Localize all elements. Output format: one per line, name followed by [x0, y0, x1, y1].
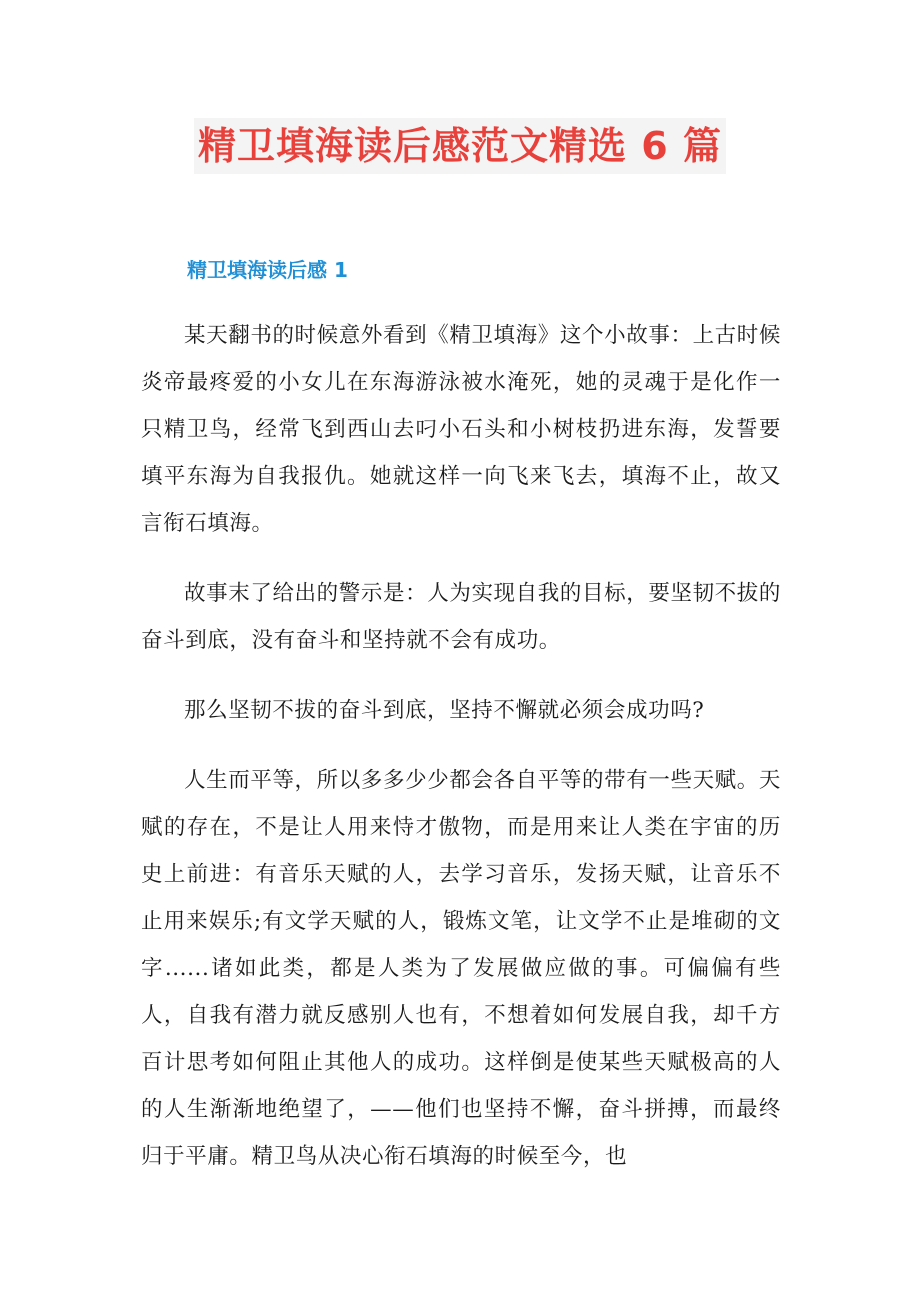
title-wrapper: [0, 118, 920, 174]
paragraph-2: 故事末了给出的警示是：人为实现自我的目标，要坚韧不拔的奋斗到底，没有奋斗和坚持就不会有成功。: [141, 581, 781, 653]
paragraph-4: 人生而平等，所以多多少少都会各自平等的带有一些天赋。天赋的存在，不是让人用来恃才傲物，而是用来让人类在宇宙的历史上前进：有音乐天赋的人，去学习音乐，发扬天赋，让音乐不止用来娱乐;有文学天赋的人，锻炼文笔，让文学不止是堆砌的文字......诸如此类，都是人类为了发展做应做的事。可偏偏有些人，自我有潜力就反感别人也有，不想着如何发展自我，却千方百计思考如何阻止其他人的成功。这样倒是使某些天赋极高的人的人生渐渐地绝望了，——他们也坚持不懈，奋斗拼搏，而最终归于平庸。精卫鸟从决心衔石填海的时候至今，也: [141, 768, 781, 1169]
section-heading: 精卫填海读后感 1: [187, 258, 348, 282]
article-body: [141, 312, 781, 1203]
document-title: 精卫填海读后感范文精选 6 篇: [194, 118, 726, 174]
paragraph-1: 某天翻书的时候意外看到《精卫填海》这个小故事：上古时候炎帝最疼爱的小女儿在东海游泳被水淹死，她的灵魂于是化作一只精卫鸟，经常飞到西山去叼小石头和小树枝扔进东海，发誓要填平东海为自我报仇。她就这样一向飞来飞去，填海不止，故又言衔石填海。: [141, 323, 781, 536]
paragraph-3: 那么坚韧不拔的奋斗到底，坚持不懈就必须会成功吗?: [184, 698, 705, 723]
